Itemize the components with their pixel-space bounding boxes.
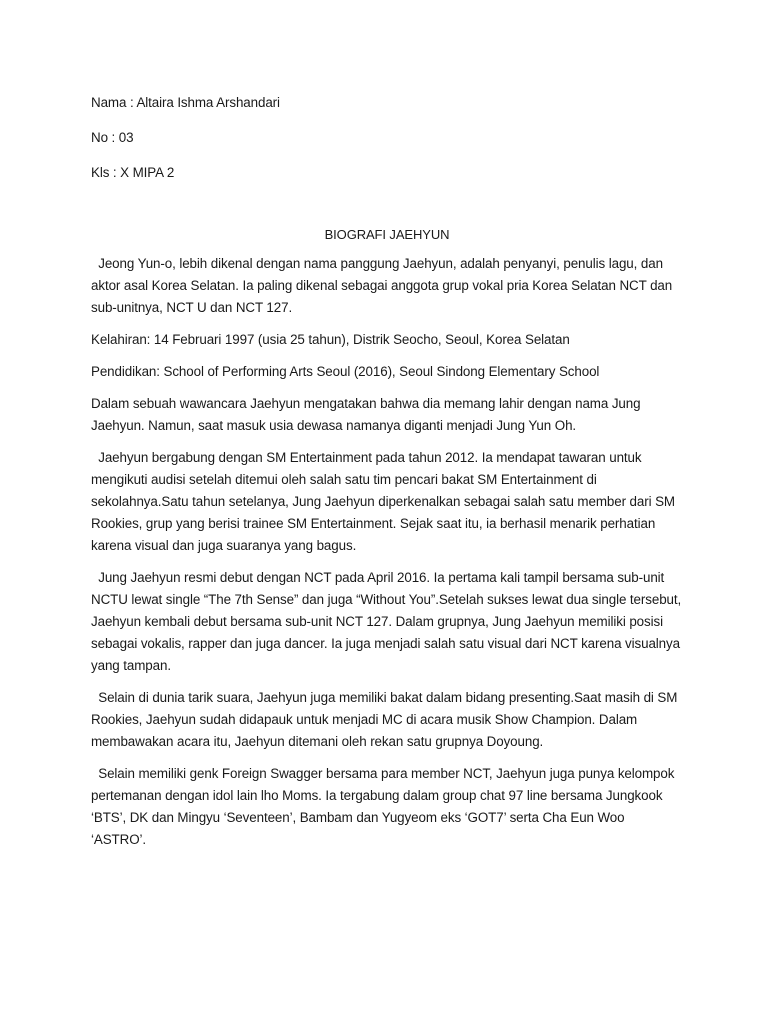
paragraph-debut: Jung Jaehyun resmi debut dengan NCT pada April 2016. Ia pertama kali tampil bersama sub-unit NCTU lewat single “The 7th Sense” dan juga “Without You”.Setelah sukses lewat dua single tersebut, Jaehyun kembali debut bersama sub-unit NCT 127. Dalam grupnya, Jung Jaehyun memiliki posisi sebagai vokalis, rapper dan juga dancer. Ia juga menjadi salah satu visual dari NCT karena visualnya yang tampan. <box>91 570 682 673</box>
student-class: Kls : X MIPA 2 <box>91 165 175 180</box>
student-number: No : 03 <box>91 130 134 145</box>
paragraph-friendships: Selain memiliki genk Foreign Swagger bersama para member NCT, Jaehyun juga punya kelompok pertemanan dengan idol lain lho Moms. Ia tergabung dalam group chat 97 line bersama Jungkook ‘BTS’, DK dan Mingyu ‘Seventeen’, Bambam dan Yugyeom eks ‘GOT7’ serta Cha Eun Woo ‘ASTRO’. <box>91 766 675 847</box>
paragraph-birth: Kelahiran: 14 Februari 1997 (usia 25 tahun), Distrik Seocho, Seoul, Korea Selatan <box>91 332 570 347</box>
paragraph-presenting: Selain di dunia tarik suara, Jaehyun juga memiliki bakat dalam bidang presenting.Saat masih di SM Rookies, Jaehyun sudah didapauk untuk menjadi MC di acara musik Show Champion. Dalam membawakan acara itu, Jaehyun ditemani oleh rekan satu grupnya Doyoung. <box>91 690 678 749</box>
student-name: Nama : Altaira Ishma Arshandari <box>91 95 280 110</box>
paragraph-sm-entertainment: Jaehyun bergabung dengan SM Entertainment pada tahun 2012. Ia mendapat tawaran untuk mengikuti audisi setelah ditemui oleh salah satu tim pencari bakat SM Entertainment di sekolahnya.Satu tahun setelanya, Jung Jaehyun diperkenalkan sebagai salah satu member dari SM Rookies, grup yang berisi trainee SM Entertainment. Sejak saat itu, ia berhasil menarik perhatian karena visual dan juga suaranya yang bagus. <box>91 450 675 553</box>
document-title: BIOGRAFI JAEHYUN <box>324 227 450 242</box>
paragraph-education: Pendidikan: School of Performing Arts Seoul (2016), Seoul Sindong Elementary School <box>91 364 600 379</box>
paragraph-intro: Jeong Yun-o, lebih dikenal dengan nama panggung Jaehyun, adalah penyanyi, penulis lagu, dan aktor asal Korea Selatan. Ia paling dikenal sebagai anggota grup vokal pria Korea Selatan NCT dan sub-unitnya, NCT U dan NCT 127. <box>91 256 673 315</box>
paragraph-name-change: Dalam sebuah wawancara Jaehyun mengatakan bahwa dia memang lahir dengan nama Jung Jaehyun. Namun, saat masuk usia dewasa namanya diganti menjadi Jung Yun Oh. <box>91 396 641 433</box>
document-body <box>91 92 683 851</box>
